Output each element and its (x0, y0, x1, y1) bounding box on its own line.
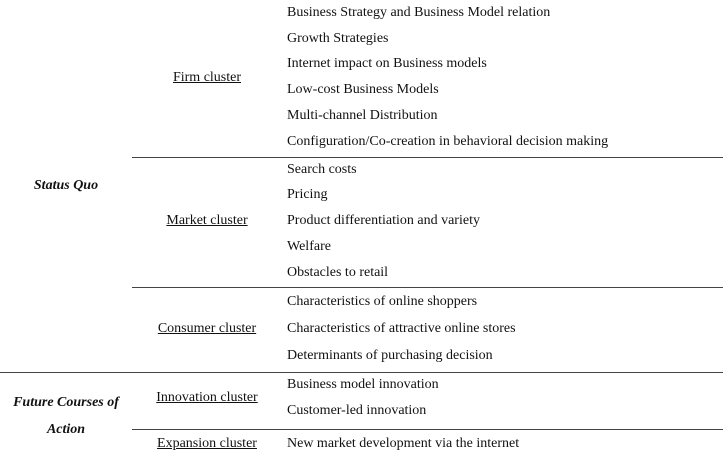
list-item: Customer-led innovation (287, 403, 427, 418)
section-label-status-quo: Status Quo (33, 178, 99, 193)
cluster-label-firm: Firm cluster (172, 70, 242, 85)
cluster-label-innovation: Innovation cluster (156, 390, 258, 405)
section-divider (0, 372, 723, 373)
list-item: Low-cost Business Models (287, 82, 439, 97)
list-item: Internet impact on Business models (287, 56, 487, 71)
list-item: Business model innovation (287, 377, 439, 392)
list-item: Obstacles to retail (287, 265, 389, 280)
list-item: Search costs (287, 162, 357, 177)
list-item: Characteristics of online shoppers (287, 294, 478, 309)
cluster-label-expansion: Expansion cluster (157, 436, 257, 451)
list-item: Determinants of purchasing decision (287, 348, 493, 363)
list-item: Growth Strategies (287, 31, 389, 46)
list-item: Pricing (287, 187, 328, 202)
list-item: Business Strategy and Business Model relation (287, 5, 551, 20)
list-item: Configuration/Co-creation in behavioral decision making (287, 134, 609, 149)
list-item: Product differentiation and variety (287, 213, 480, 228)
row-divider-firm-market (132, 157, 723, 158)
list-item: Welfare (287, 239, 331, 254)
cluster-label-consumer: Consumer cluster (157, 321, 257, 336)
row-divider-market-consumer (132, 287, 723, 288)
list-item: Multi-channel Distribution (287, 108, 438, 123)
section-label-future-line2: Action (46, 422, 86, 437)
row-divider-innovation-expansion (132, 429, 723, 430)
list-item: Characteristics of attractive online stores (287, 321, 516, 336)
section-label-future-line1: Future Courses of (13, 395, 119, 410)
cluster-label-market: Market cluster (166, 213, 248, 228)
list-item: New market development via the internet (287, 436, 520, 451)
